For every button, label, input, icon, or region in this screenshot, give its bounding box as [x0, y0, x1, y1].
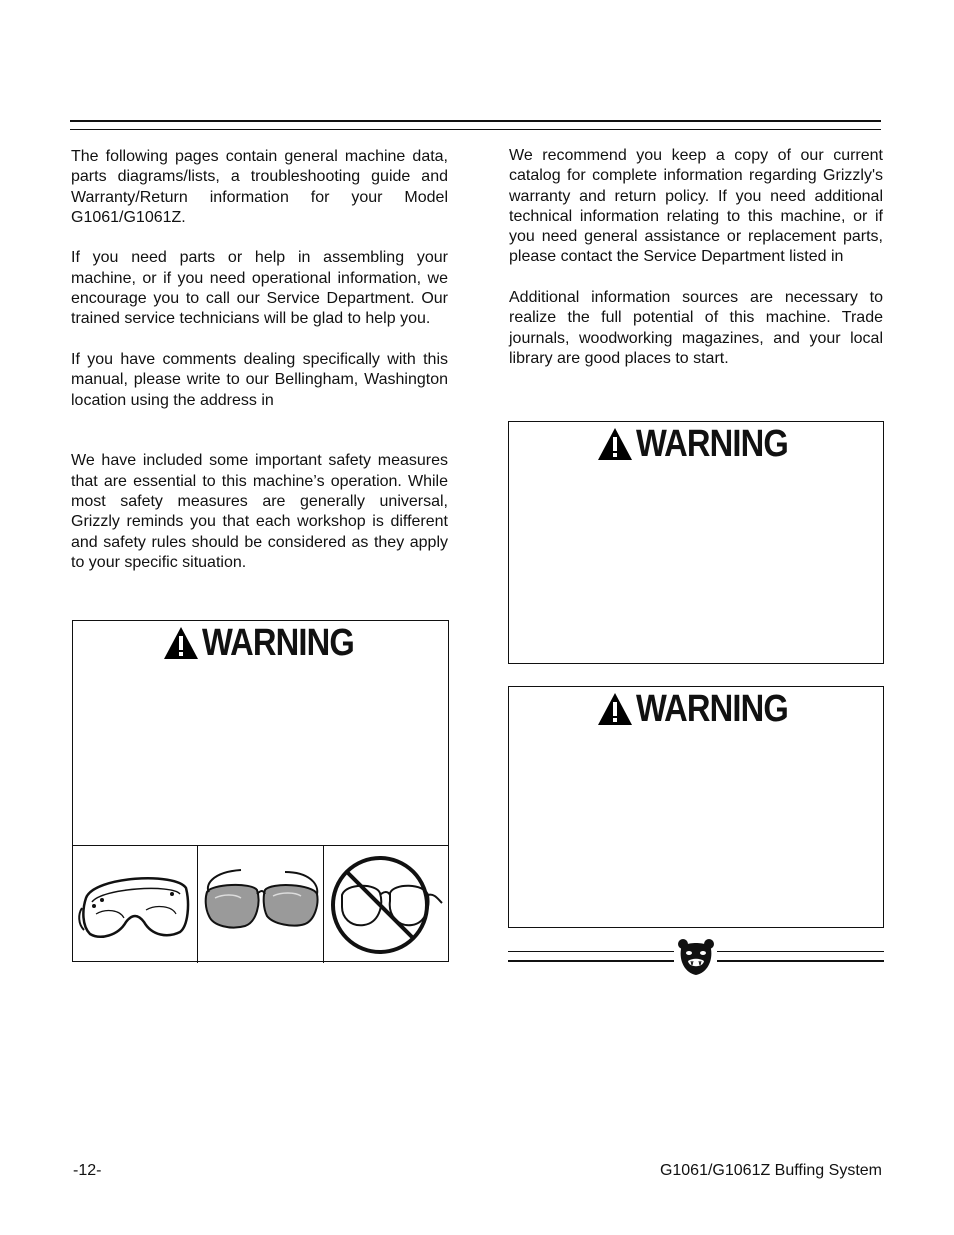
safety-glasses-cell	[198, 846, 324, 963]
divider-line-right-1	[717, 951, 884, 952]
grizzly-bear-logo-icon	[677, 937, 715, 977]
resources-paragraph: Additional information sources are necessary to realize the full potential of this machine. Trade journals, woodworking magazines, and your local library are good places to start.	[509, 289, 883, 367]
warning-title-right-top	[596, 425, 813, 463]
left-column	[71, 147, 448, 594]
warning-label: WARNING	[636, 688, 788, 730]
no-regular-glasses-icon	[328, 853, 446, 957]
warning-label: WARNING	[202, 622, 354, 664]
divider-line-right-2	[717, 960, 884, 962]
header-rule	[70, 120, 881, 122]
safety-paragraph: We have included some important safety measures that are essential to this machine’s operation. While most safety measures are generally universal, Grizzly reminds you that each workshop is different and safety rules should be considered as they apply to your specific situation.	[71, 452, 448, 571]
right-column	[509, 146, 883, 390]
catalog-paragraph: We recommend you keep a copy of our current catalog for complete information regarding Grizzly's warranty and return policy. If you need additional technical information relating to this machine, or if you need general assistance or replacement parts, please contact the Service Department listed in	[509, 147, 883, 266]
page-number: -12-	[73, 1162, 102, 1179]
eye-protection-row	[72, 845, 449, 963]
document-title: G1061/G1061Z Buffing System	[659, 1162, 882, 1179]
divider-line-left-1	[508, 951, 674, 952]
warning-title-left	[162, 624, 379, 662]
warning-triangle-icon	[596, 691, 634, 727]
warning-title-right-bottom	[596, 690, 813, 728]
safety-glasses-icon	[201, 864, 321, 946]
no-glasses-cell	[324, 846, 449, 963]
safety-goggles-icon	[76, 864, 194, 946]
goggles-cell	[72, 846, 198, 963]
warning-label: WARNING	[636, 423, 788, 465]
service-paragraph: If you need parts or help in assembling your machine, or if you need operational information, we encourage you to call our Service Department. Our trained service technicians will be glad to help you.	[71, 249, 448, 328]
warning-triangle-icon	[596, 426, 634, 462]
divider-line-left-2	[508, 960, 674, 962]
comments-paragraph: If you have comments dealing specifically with this manual, please write to our Bellingham, Washington location using the address in	[71, 350, 448, 409]
warning-triangle-icon	[162, 625, 200, 661]
header-rule-thin	[70, 129, 881, 130]
intro-paragraph: The following pages contain general machine data, parts diagrams/lists, a troubleshooting guide and Warranty/Return information for your Model G1061/G1061Z.	[71, 148, 448, 226]
